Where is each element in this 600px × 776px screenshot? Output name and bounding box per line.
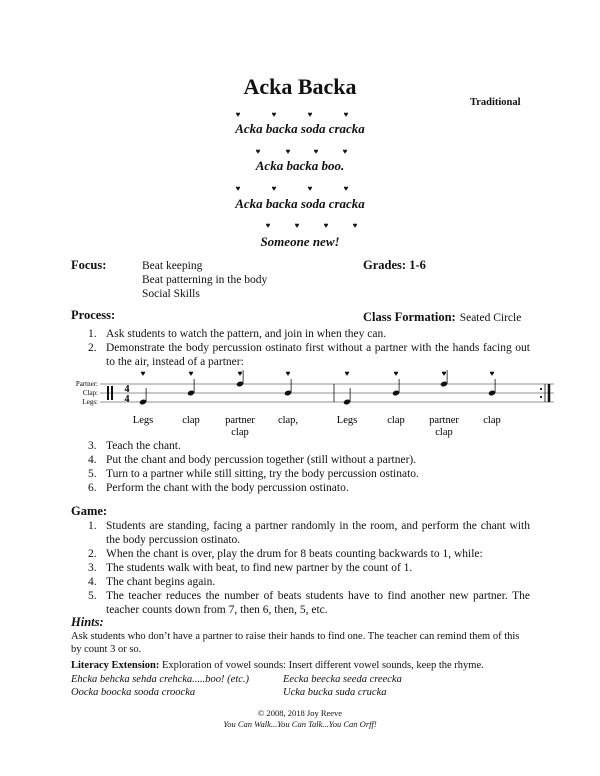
beat-heart-icon: ♥: [313, 147, 319, 156]
beat-heart-icon: ♥: [352, 221, 358, 230]
repeat-dot-icon: [540, 396, 542, 398]
beat-heart-icon: ♥: [307, 110, 313, 119]
process-steps-2: [88, 439, 530, 495]
beat-heart-icon: ♥: [140, 369, 146, 378]
list-item: 5. The teacher reduces the number of beats students have to find another new partner. The teacher counts down from 7, then 6, then, 5, etc.: [88, 590, 530, 616]
part-label-clap: Clap:: [82, 389, 98, 397]
beat-heart-icon: ♥: [294, 221, 300, 230]
hints-label: Hints:: [71, 615, 104, 629]
note-lyric: Legs: [132, 415, 154, 426]
grades-value: 1-6: [409, 258, 426, 272]
beat-heart-icon: ♥: [255, 147, 261, 156]
percussion-clef-icon: [111, 386, 113, 400]
formation-label: Class Formation:: [363, 310, 456, 324]
list-item: 4. The chant begins again.: [88, 576, 216, 588]
page-title: Acka Backa: [243, 74, 357, 99]
beat-heart-icon: ♥: [342, 147, 348, 156]
list-item: 3. Teach the chant.: [88, 440, 181, 452]
chant-line-4: Someone new!: [260, 234, 340, 249]
beat-heart-icon: ♥: [307, 184, 313, 193]
beat-row-3: [0, 184, 600, 194]
list-item: 6. Perform the chant with the body percussion ostinato.: [88, 482, 349, 494]
focus-label: Focus:: [71, 258, 107, 272]
repeat-dot-icon: [540, 388, 542, 390]
attribution: Traditional: [470, 97, 521, 108]
note-lyric: clap: [231, 427, 249, 438]
time-signature-bottom: 4: [124, 394, 130, 405]
note-lyric: clap: [483, 415, 501, 426]
beat-heart-icon: ♥: [188, 369, 194, 378]
note-lyric: partner: [225, 415, 255, 426]
copyright: © 2008, 2018 Joy Reeve: [257, 708, 343, 718]
beat-heart-icon: ♥: [271, 184, 277, 193]
vowel-example: Eecka beecka seeda creecka: [283, 674, 402, 685]
process-label: Process:: [71, 308, 116, 322]
beat-heart-icon: ♥: [285, 369, 291, 378]
vowel-example: Ucka bucka suda crucka: [283, 687, 387, 698]
beat-heart-icon: ♥: [441, 369, 447, 378]
formation-value: Seated Circle: [459, 312, 522, 324]
chant-line-2: Acka backa boo.: [255, 158, 345, 173]
note-lyric: clap: [435, 427, 453, 438]
chant-line-3: Acka backa soda cracka: [235, 196, 365, 211]
list-item: 1. Students are standing, facing a partner randomly in the room, and perform the chant with the body percussion ostinato.: [88, 520, 530, 546]
focus-item: Beat patterning in the body: [142, 274, 268, 286]
focus-list: [142, 259, 267, 301]
beat-heart-icon: ♥: [285, 147, 291, 156]
ostinato-staff: [60, 366, 560, 442]
tagline: You Can Walk...You Can Talk...You Can Orff!: [223, 719, 377, 729]
list-item: 2. Demonstrate the body percussion ostinato first without a partner with the hands facing out to the air, instead of a partner:: [88, 342, 530, 368]
game-label: Game:: [71, 504, 108, 518]
beat-heart-icon: ♥: [271, 110, 277, 119]
note-lyric: clap: [182, 415, 200, 426]
list-item: 2. When the chant is over, play the drum for 8 beats counting backwards to 1, while:: [88, 548, 483, 560]
grades-label: Grades:: [363, 258, 407, 272]
ostinato-notes: [133, 369, 501, 438]
beat-heart-icon: ♥: [343, 184, 349, 193]
literacy-text: Exploration of vowel sounds: Insert different vowel sounds, keep the rhyme.: [162, 660, 484, 671]
list-item: 4. Put the chant and body percussion together (still without a partner).: [88, 454, 417, 466]
part-label-legs: Legs:: [82, 398, 98, 406]
beat-heart-icon: ♥: [237, 369, 243, 378]
beat-heart-icon: ♥: [235, 110, 241, 119]
focus-item: Social Skills: [142, 288, 200, 300]
note-lyric: clap,: [277, 415, 299, 426]
beat-heart-icon: ♥: [343, 110, 349, 119]
beat-row-2: [0, 147, 600, 157]
class-formation: [363, 308, 521, 326]
chant-line-1: Acka backa soda cracka: [235, 121, 365, 136]
literacy-extension: [71, 660, 541, 671]
beat-heart-icon: ♥: [489, 369, 495, 378]
note-lyric: partner: [429, 415, 459, 426]
beat-heart-icon: ♥: [344, 369, 350, 378]
note-lyric: Legs: [336, 415, 358, 426]
beat-row-1: [0, 110, 600, 120]
note-lyric: clap: [387, 415, 405, 426]
vowel-example: Ehcka behcka sehda crehcka.....boo! (etc.): [71, 674, 250, 685]
vowel-example: Oocka boocka sooda croocka: [71, 687, 196, 698]
beat-heart-icon: ♥: [265, 221, 271, 230]
list-item: 5. Turn to a partner while still sitting, try the body percussion ostinato.: [88, 468, 419, 480]
literacy-label: Literacy Extension:: [71, 660, 160, 671]
beat-heart-icon: ♥: [393, 369, 399, 378]
hints-text: Ask students who don’t have a partner to raise their hands to find one. The teacher can remind them of this by count 3 or so.: [71, 631, 520, 655]
time-signature-top: 4: [124, 384, 130, 395]
part-label-partner: Partner:: [75, 380, 98, 388]
beat-row-4: [0, 221, 600, 231]
focus-item: Beat keeping: [142, 260, 203, 272]
game-steps: [88, 519, 530, 617]
list-item: 3. The students walk with beat, to find new partner by the count of 1.: [88, 562, 413, 574]
grades: [363, 258, 426, 273]
process-steps-1: [88, 327, 530, 369]
beat-heart-icon: ♥: [235, 184, 241, 193]
percussion-clef-icon: [107, 386, 109, 400]
list-item: 1. Ask students to watch the pattern, and join in when they can.: [88, 328, 387, 340]
beat-heart-icon: ♥: [323, 221, 329, 230]
